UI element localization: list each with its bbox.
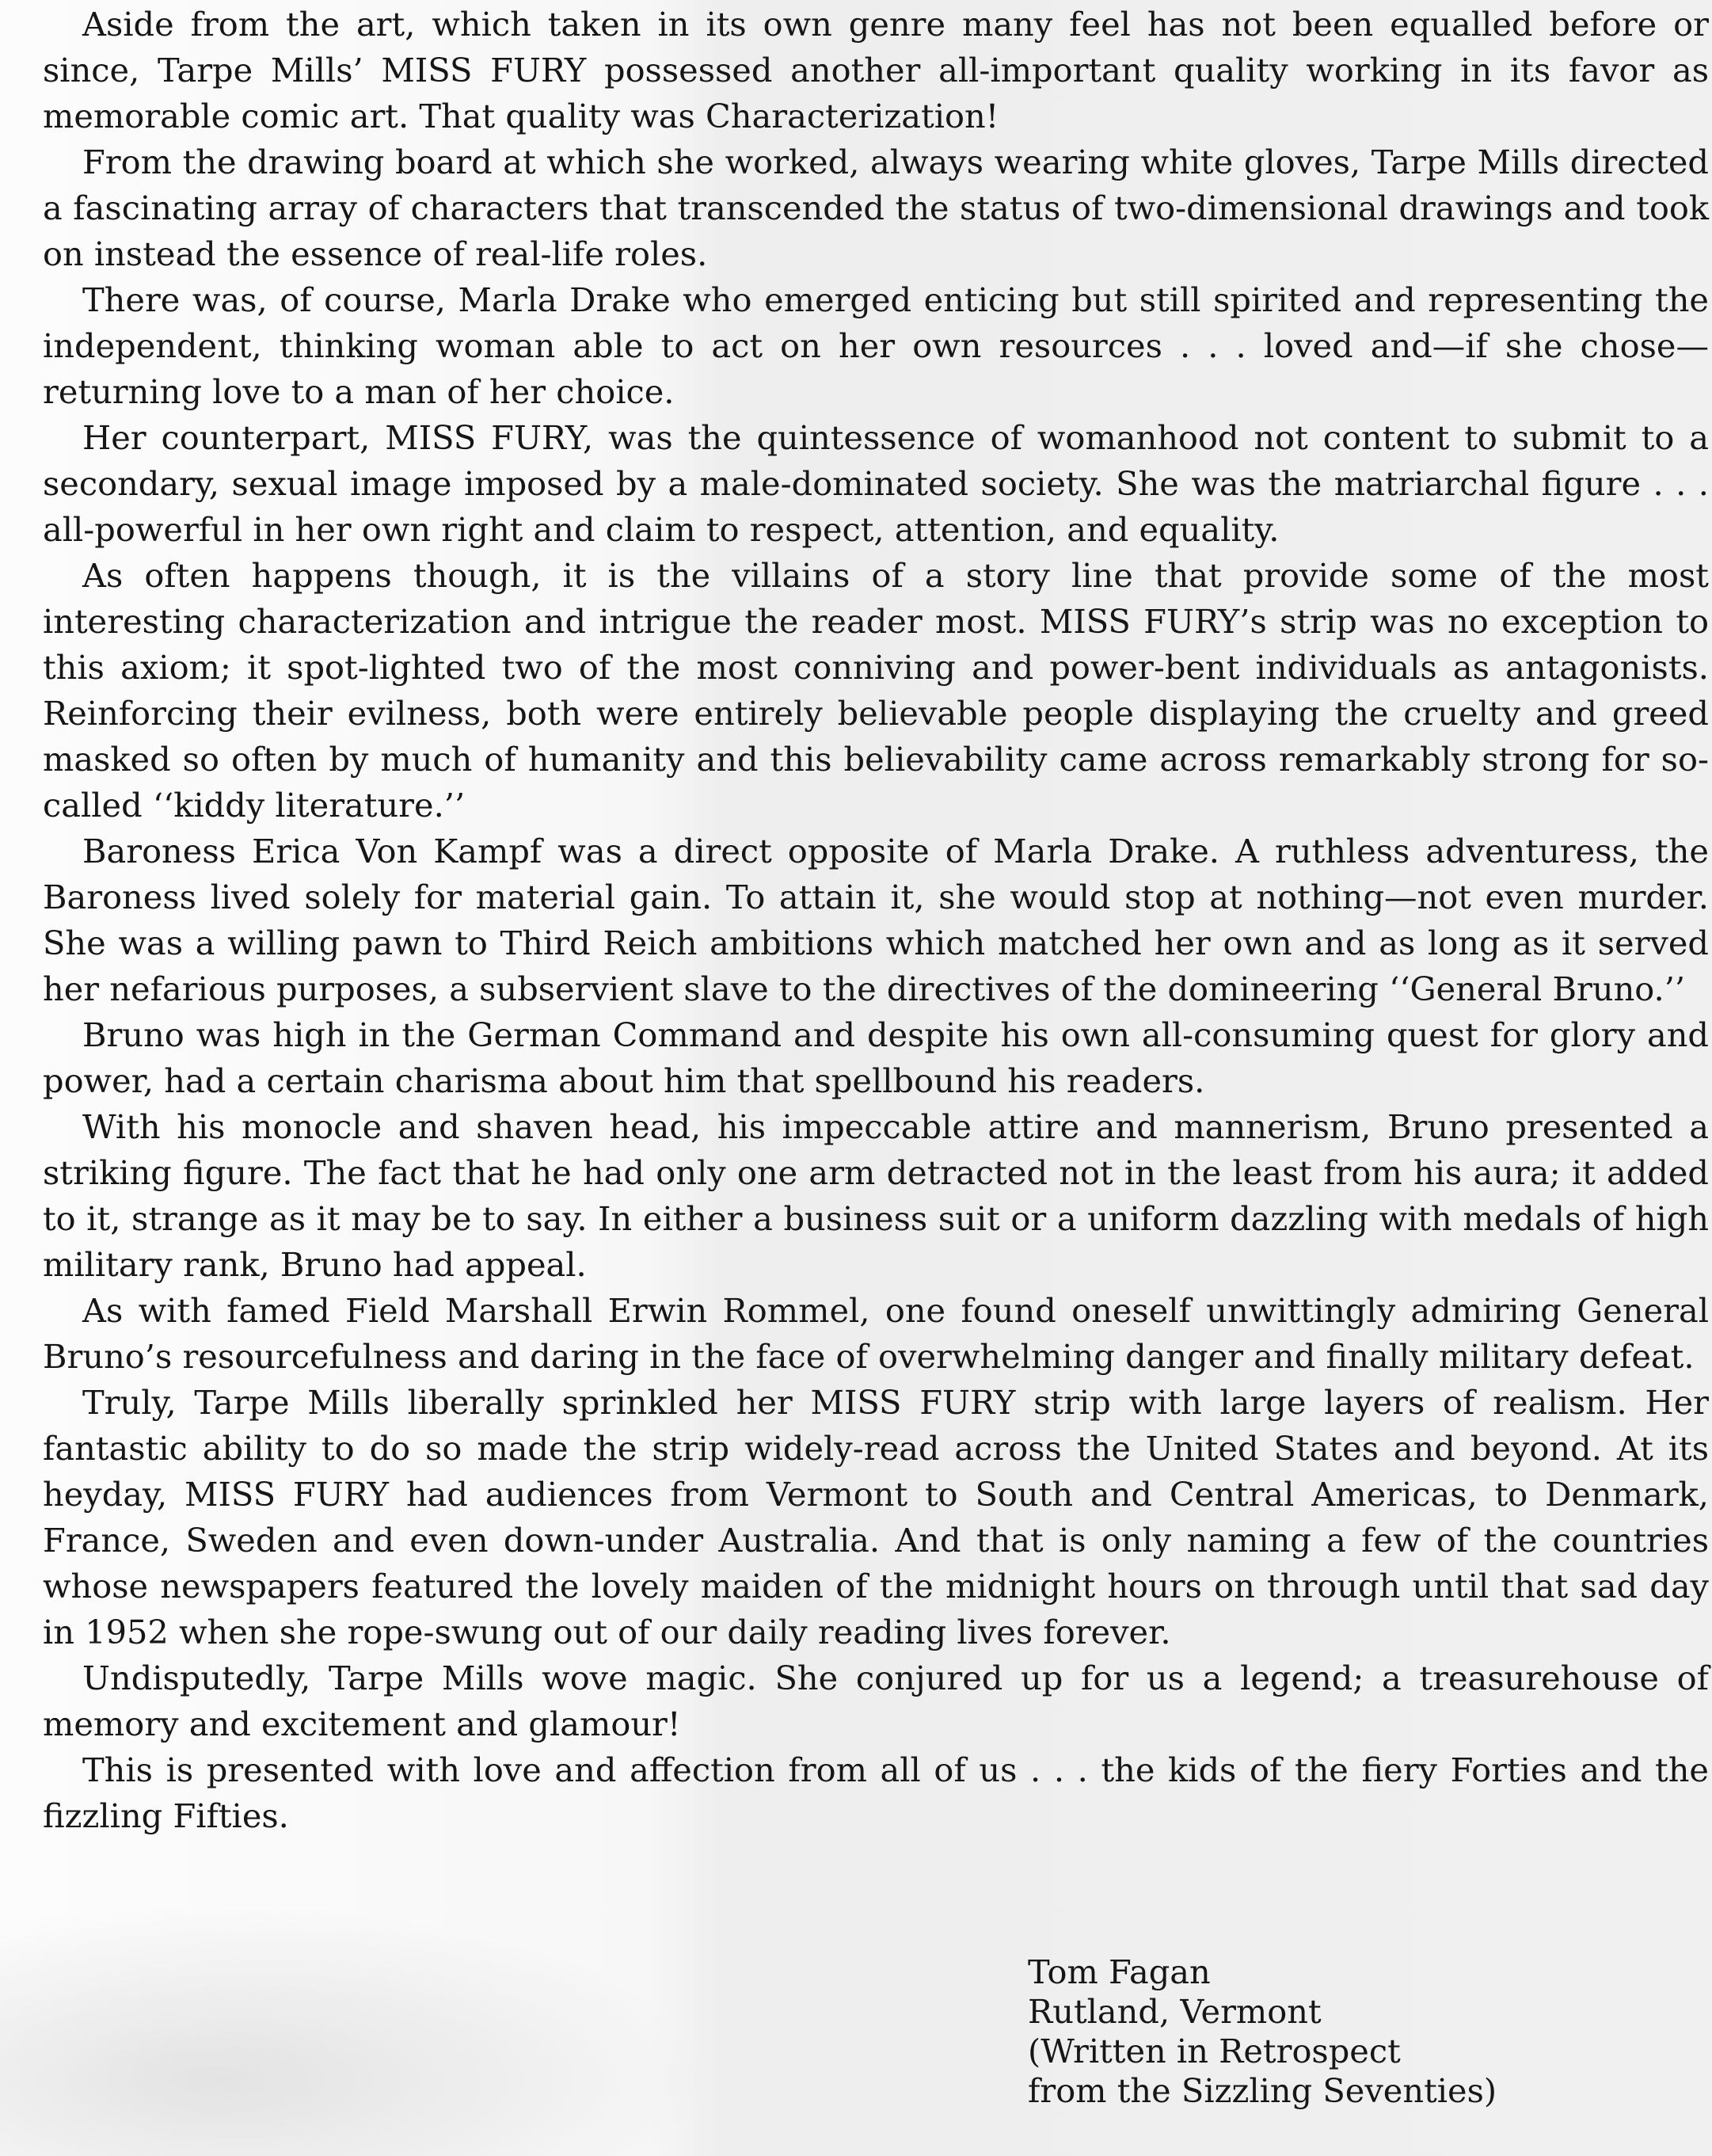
paragraph-marla-drake: There was, of course, Marla Drake who emerged enticing but still spirited and representing the independent, thinking woman able to act on her own resources . . . loved and—if she chose—returning love to a man of her choice. [43,280,1709,411]
retrospect-note-line-1: (Written in Retrospect [1028,2032,1401,2070]
paragraph-baroness: Baroness Erica Von Kampf was a direct opposite of Marla Drake. A ruthless adventuress, the Baroness lived solely for material gain. To attain it, she would stop at nothing—not even murder. She was a willing pawn to Third Reich ambitions which matched her own and as long as it served her nefarious purposes, a subservient slave to the directives of the domineering ‘‘General Bruno.’’ [43,832,1709,1008]
bleed-through-smudge [0,1903,713,2156]
paragraph-counterpart: Her counterpart, MISS FURY, was the quintessence of womanhood not content to submit to a secondary, sexual image imposed by a male-dominated society. She was the matriarchal figure . . . all-powerful in her own right and claim to respect, attention, and equality. [43,418,1709,549]
author-location: Rutland, Vermont [1028,1992,1322,2031]
paragraph-drawing-board: From the drawing board at which she worked, always wearing white gloves, Tarpe Mills directed a fascinating array of characters that transcended the status of two-dimensional drawings and took on instead the essence of real-life roles. [43,143,1709,273]
paragraph-bruno-monocle: With his monocle and shaven head, his impeccable attire and mannerism, Bruno presented a striking figure. The fact that he had only one arm detracted not in the least from his aura; it added to it, strange as it may be to say. In either a business suit or a uniform dazzling with medals of high military rank, Bruno had appeal. [43,1107,1709,1284]
author-name: Tom Fagan [1028,1952,1211,1991]
paragraph-realism: Truly, Tarpe Mills liberally sprinkled her MISS FURY strip with large layers of realism. Her fantastic ability to do so made the strip widely-read across the United States and beyond. At its heyday, MISS FURY had audiences from Vermont to South and Central Americas, to Denmark, France, Sweden and even down-under Australia. And that is only naming a few of the countries whose newspapers featured the lovely maiden of the midnight hours on through until that sad day in 1952 when she rope-swung out of our daily reading lives forever. [43,1383,1709,1651]
paragraph-art-characterization: Aside from the art, which taken in its own genre many feel has not been equalled before or since, Tarpe Mills’ MISS FURY possessed another all-important quality working in its favor as memorable comic art. That quality was Characterization! [43,5,1709,135]
paragraph-magic: Undisputedly, Tarpe Mills wove magic. She conjured up for us a legend; a treasurehouse of memory and excitement and glamour! [43,1659,1709,1743]
signature-block [1028,1952,1497,2111]
paragraph-bruno-command: Bruno was high in the German Command and despite his own all-consuming quest for glory and power, had a certain charisma about him that spellbound his readers. [43,1015,1709,1100]
paragraph-dedication: This is presented with love and affection from all of us . . . the kids of the fiery Forties and the fizzling Fifties. [43,1750,1709,1835]
paragraph-villains: As often happens though, it is the villains of a story line that provide some of the most interesting characterization and intrigue the reader most. MISS FURY’s strip was no exception to this axiom; it spot-lighted two of the most conniving and power-bent individuals as antagonists. Reinforcing their evilness, both were entirely believable people displaying the cruelty and greed masked so often by much of humanity and this believability came across remarkably strong for so-called ‘‘kiddy literature.’’ [43,556,1709,825]
retrospect-note-line-2: from the Sizzling Seventies) [1028,2071,1497,2110]
paragraph-rommel: As with famed Field Marshall Erwin Rommel, one found oneself unwittingly admiring General Bruno’s resourcefulness and daring in the face of overwhelming danger and finally military defeat. [43,1291,1709,1376]
article-body [43,2,1709,1839]
